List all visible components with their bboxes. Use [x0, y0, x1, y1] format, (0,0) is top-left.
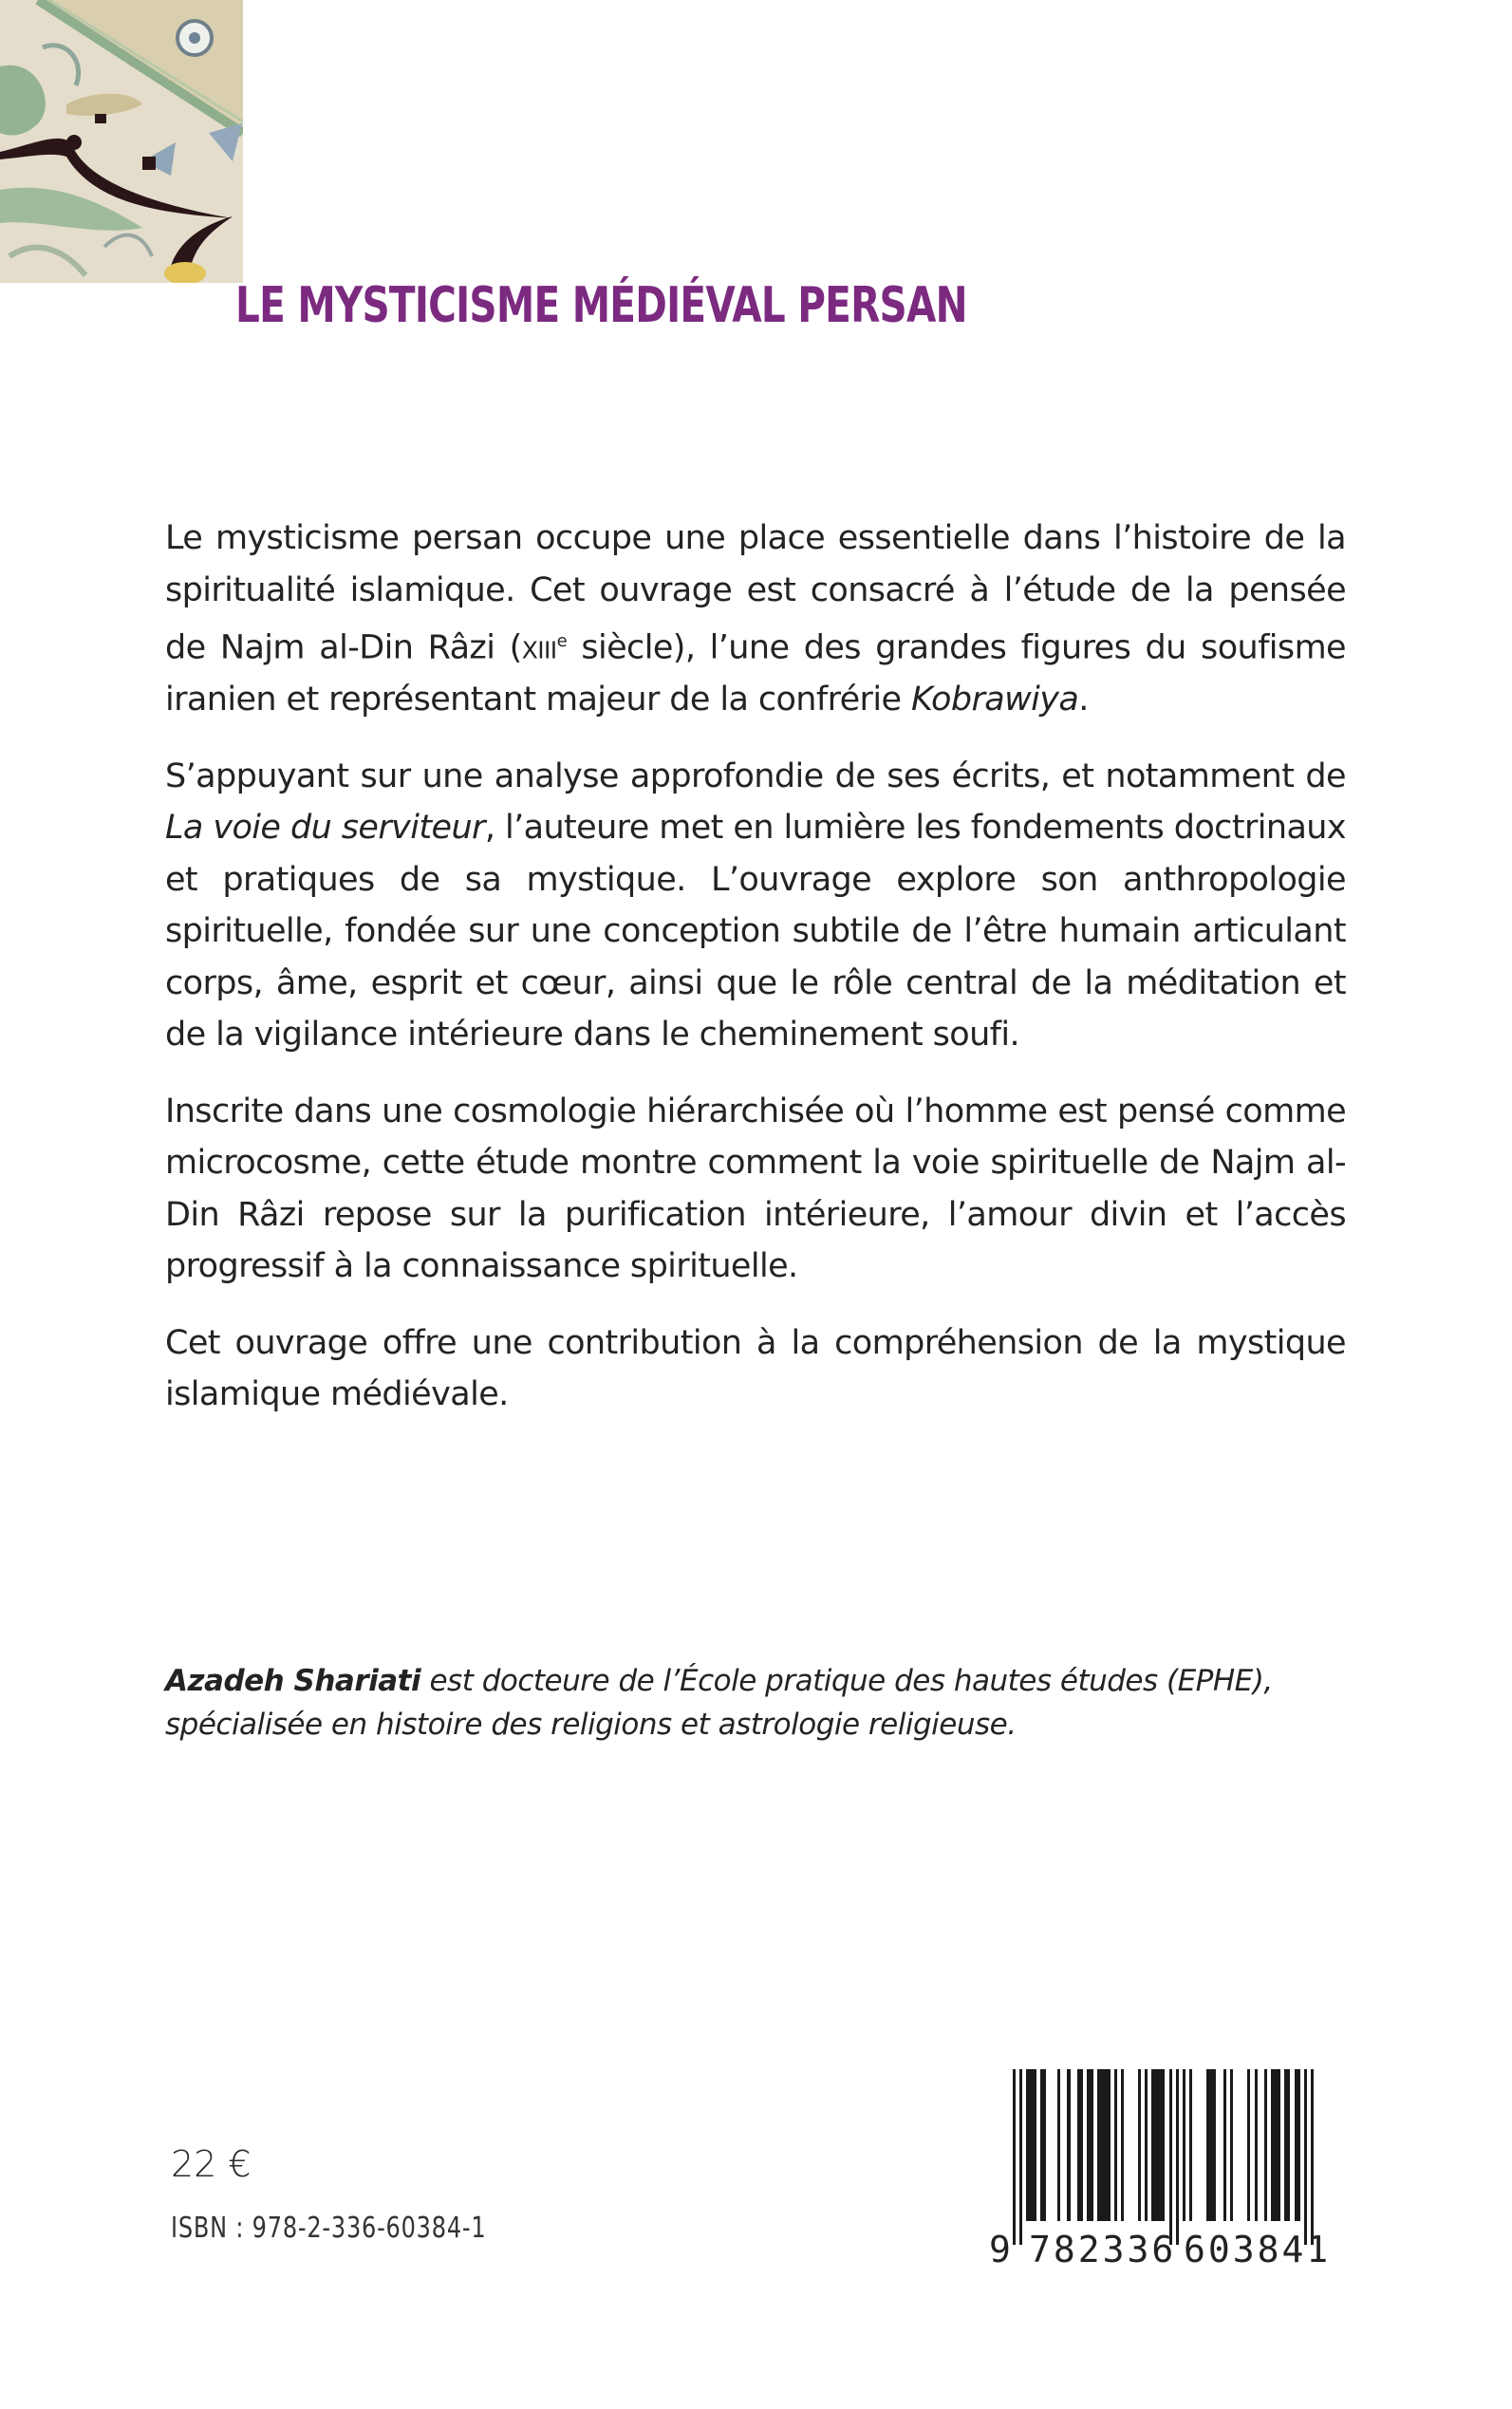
- author-bio-text: est docteure de l’École pratique des hautes études (EPHE), spécialisée en histoire des religions et astrologie religieuse.: [165, 1664, 1273, 1742]
- italic-book-title: La voie du serviteur: [165, 809, 485, 848]
- blurb-paragraph-1: [165, 513, 1346, 726]
- blurb-paragraph-3: Inscrite dans une cosmologie hiérarchisée où l’homme est pensé comme microcosme, cette étude montre comment la voie spirituelle de Najm al-Din Râzi repose sur la purification intérieure, l’amour divin et l’accès progressif à la connaissance spirituelle.: [165, 1092, 1346, 1286]
- blurb-paragraph-2: [165, 751, 1346, 1061]
- floral-ornament-icon: [0, 0, 243, 283]
- back-cover-blurb: [165, 513, 1346, 1446]
- century-numeral: xiii: [521, 628, 557, 667]
- barcode-digits-group-2: 603841: [1184, 2229, 1332, 2270]
- author-bio: [165, 1659, 1361, 1746]
- blurb-text: siècle), l’une des grandes figures du soufisme iranien et représentant majeur de la confrérie: [165, 628, 1346, 719]
- blurb-text: .: [1078, 681, 1089, 719]
- blurb-text: , l’auteure met en lumière les fondements doctrinaux et pratiques de sa mystique. L’ouvrage explore son anthropologie spirituelle, fondée sur une conception subtile de l’être humain articulant corps, âme, esprit et cœur, ainsi que le rôle central de la méditation et de la vigilance intérieure dans le cheminement soufi.: [165, 809, 1346, 1055]
- price: 22 €: [171, 2143, 252, 2185]
- isbn: ISBN : 978-2-336-60384-1: [171, 2212, 487, 2245]
- blurb-paragraph-4: Cet ouvrage offre une contribution à la compréhension de la mystique islamique médiévale.: [165, 1323, 1346, 1414]
- book-title: LE MYSTICISME MÉDIÉVAL PERSAN: [235, 277, 967, 334]
- blurb-text: Le mysticisme persan occupe une place essentielle dans l’histoire de la spiritualité islamique. Cet ouvrage est consacré à l’étude de la pensée de Najm al-Din Râzi (: [165, 519, 1346, 667]
- ornament-image: [0, 0, 243, 283]
- italic-term: Kobrawiya: [910, 681, 1079, 719]
- barcode-digits-group-1: 782336: [1029, 2229, 1177, 2270]
- blurb-text: S’appuyant sur une analyse approfondie de ses écrits, et notamment de: [165, 756, 1346, 795]
- superscript: e: [556, 631, 568, 651]
- author-name: Azadeh Shariati: [165, 1664, 421, 1698]
- barcode-lead-digit: 9: [989, 2229, 1014, 2270]
